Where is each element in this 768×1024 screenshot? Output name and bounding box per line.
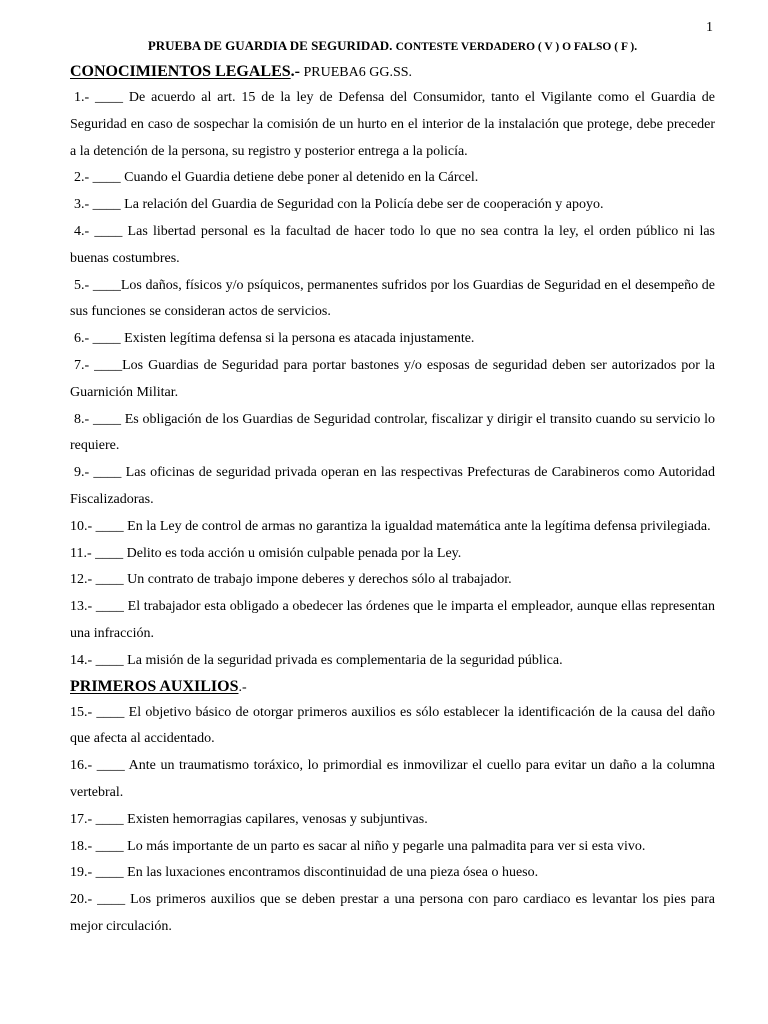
question-17 (70, 807, 715, 834)
question-3 (70, 192, 715, 219)
question-number: 4.- (74, 223, 90, 239)
question-16 (70, 753, 715, 807)
page-number: 1 (706, 20, 713, 35)
question-12 (70, 567, 715, 594)
question-19 (70, 860, 715, 887)
answer-blank: ____ (95, 545, 124, 561)
question-number: 11.- (70, 545, 92, 561)
answer-blank: ____ (94, 223, 123, 239)
question-number: 1.- (74, 90, 90, 105)
title-main: PRUEBA DE GUARDIA DE SEGURIDAD. (147, 38, 393, 53)
question-number: 12.- (70, 572, 93, 588)
question-text: Es obligación de los Guardias de Seguridad controlar, fiscalizar y dirigir el transito cuando su servicio lo requiere. (70, 411, 716, 454)
question-number: 18.- (70, 838, 93, 854)
question-text: El objetivo básico de otorgar primeros auxilios es sólo establecer la identificación de la causa del daño que afecta al accidentado. (70, 704, 715, 747)
answer-blank: ____ (93, 465, 122, 481)
question-number: 13.- (70, 599, 93, 615)
question-text: Ante un traumatismo toráxico, lo primordial es inmovilizar el cuello para evitar un daño a la columna vertebral. (70, 758, 716, 800)
section-heading-legal-text: CONOCIMIENTOS LEGALES (70, 63, 291, 80)
question-15 (70, 700, 715, 754)
question-text: En las luxaciones encontramos discontinuidad de una pieza ósea o hueso. (127, 865, 539, 881)
section-heading-legal (70, 60, 715, 85)
question-text: La relación del Guardia de Seguridad con la Policía debe ser de cooperación y apoyo. (124, 197, 604, 213)
question-10 (70, 514, 715, 541)
answer-blank: ____ (96, 704, 125, 720)
question-number: 17.- (70, 811, 93, 827)
question-text: Un contrato de trabajo impone deberes y derechos sólo al trabajador. (127, 572, 512, 588)
question-text: La misión de la seguridad privada es complementaria de la seguridad pública. (127, 652, 563, 668)
document-body (70, 60, 715, 941)
answer-blank: ____ (96, 758, 125, 774)
question-4 (70, 219, 715, 273)
question-text: Existen legítima defensa si la persona es atacada injustamente. (124, 331, 475, 347)
question-text: Existen hemorragias capilares, venosas y subjuntivas. (127, 811, 428, 827)
question-number: 20.- (70, 892, 93, 908)
answer-blank: ____ (92, 170, 121, 186)
answer-blank: ____ (95, 518, 124, 534)
question-9 (70, 460, 715, 514)
question-7 (70, 353, 715, 407)
question-number: 19.- (70, 865, 93, 881)
question-6 (70, 326, 715, 353)
answer-blank: ____ (94, 357, 123, 373)
question-number: 14.- (70, 652, 93, 668)
answer-blank: ____ (95, 811, 124, 827)
section-heading-first-aid-dash: .- (238, 679, 247, 695)
section-heading-first-aid (70, 675, 715, 700)
question-number: 5.- (74, 277, 90, 293)
question-number: 15.- (70, 704, 93, 720)
question-number: 9.- (74, 465, 90, 481)
question-1 (70, 85, 715, 165)
test-code: PRUEBA6 GG.SS. (299, 65, 413, 80)
question-text: Las libertad personal es la facultad de hacer todo lo que no sea contra la ley, el orden público ni las buenas costumbres. (70, 223, 716, 266)
question-number: 3.- (74, 197, 90, 213)
answer-blank: ____ (95, 652, 124, 668)
question-8 (70, 407, 715, 461)
question-text: Delito es toda acción u omisión culpable penada por la Ley. (126, 545, 462, 561)
answer-blank: ____ (92, 197, 121, 213)
question-number: 7.- (74, 357, 90, 373)
question-5 (70, 273, 715, 327)
question-14 (70, 648, 715, 675)
question-18 (70, 834, 715, 861)
question-number: 16.- (70, 758, 93, 774)
question-number: 2.- (74, 170, 90, 186)
section-heading-legal-dash: .- (290, 63, 300, 80)
answer-blank: ____ (95, 572, 124, 588)
question-text: En la Ley de control de armas no garantiza la igualdad matemática ante la legítima defensa privilegiada. (127, 518, 711, 534)
page-title (70, 38, 715, 55)
answer-blank: ____ (95, 90, 124, 105)
question-2 (70, 165, 715, 192)
answer-blank: ____ (95, 865, 124, 881)
question-20 (70, 887, 715, 941)
question-text: Cuando el Guardia detiene debe poner al detenido en la Cárcel. (124, 170, 479, 186)
question-number: 10.- (70, 518, 93, 534)
answer-blank: ____ (97, 892, 126, 908)
section-heading-first-aid-text: PRIMEROS AUXILIOS (70, 677, 239, 695)
question-11 (70, 541, 715, 568)
title-instructions: CONTESTE VERDADERO ( V ) O FALSO ( F ). (395, 41, 638, 53)
answer-blank: ____ (95, 838, 124, 854)
question-text: Las oficinas de seguridad privada operan en las respectivas Prefecturas de Carabineros como Autoridad Fiscalizadoras. (70, 465, 716, 507)
answer-blank: ____ (92, 331, 121, 347)
answer-blank: ____ (92, 411, 121, 427)
question-text: Los Guardias de Seguridad para portar bastones y/o esposas de seguridad deben ser autorizados por la Guarnición Militar. (70, 357, 715, 400)
question-text: El trabajador esta obligado a obedecer las órdenes que le imparta el empleador, aunque ellas representan una infracción. (70, 599, 716, 641)
question-text: Los primeros auxilios que se deben prestar a una persona con paro cardiaco es levantar los pies para mejor circulación. (70, 892, 716, 934)
question-13 (70, 594, 715, 648)
question-number: 8.- (74, 411, 90, 427)
question-number: 6.- (74, 331, 90, 347)
question-text: Los daños, físicos y/o psíquicos, permanentes sufridos por los Guardias de Seguridad en el desempeño de sus funciones se consideran actos de servicios. (70, 277, 715, 320)
question-text: Lo más importante de un parto es sacar al niño y pegarle una palmadita para ver si esta vivo. (127, 838, 646, 854)
answer-blank: ____ (92, 277, 121, 293)
answer-blank: ____ (95, 599, 124, 615)
question-text: De acuerdo al art. 15 de la ley de Defensa del Consumidor, tanto el Vigilante como el Guardia de Seguridad en caso de sospechar la comisión de un hurto en el interior de la instalación que protege, debe preceder a la detención de la persona, su registro y posterior entrega a la policía. (70, 90, 716, 159)
